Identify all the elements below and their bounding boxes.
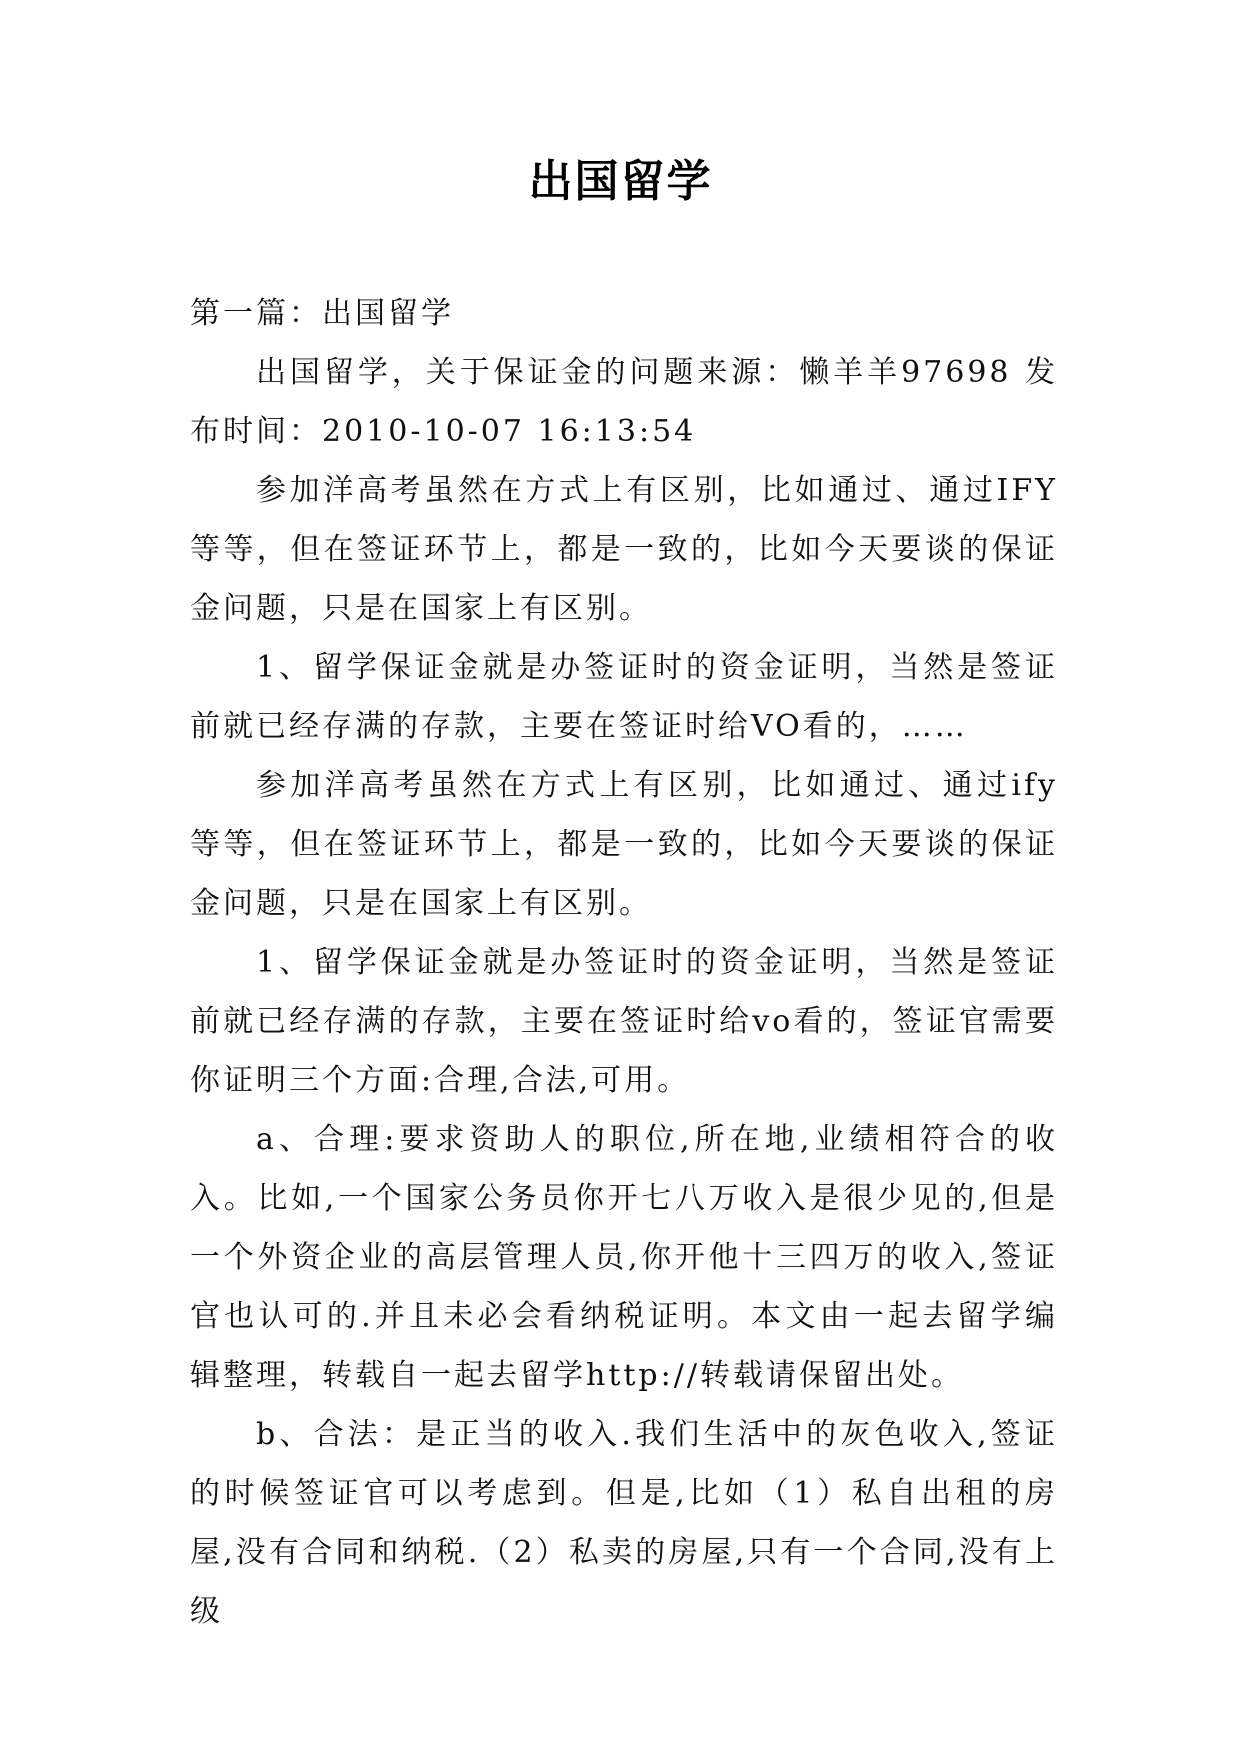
paragraph-source-info: 出国留学，关于保证金的问题来源：懒羊羊97698 发布时间：2010-10-07 16:13:54 <box>190 355 1058 449</box>
paragraph: a、合理:要求资助人的职位,所在地,业绩相符合的收入。比如,一个国家公务员你开七八万收入是很少见的,但是一个外资企业的高层管理人员,你开他十三四万的收入,签证官也认可的.并且未必会看纳税证明。本文由一起去留学编辑整理，转载自一起去留学http://转载请保留出处。 <box>190 1122 1058 1393</box>
paragraph: 1、留学保证金就是办签证时的资金证明，当然是签证前就已经存满的存款，主要在签证时给VO看的，…… <box>190 650 1058 744</box>
document-title: 出国留学 <box>528 156 713 207</box>
paragraph: b、合法：是正当的收入.我们生活中的灰色收入,签证的时候签证官可以考虑到。但是,比如（1）私自出租的房屋,没有合同和纳税.（2）私卖的房屋,只有一个合同,没有上级 <box>190 1417 1058 1629</box>
paragraph: 参加洋高考虽然在方式上有区别，比如通过、通过ify等等，但在签证环节上，都是一致的，比如今天要谈的保证金问题，只是在国家上有区别。 <box>190 768 1058 921</box>
section-heading: 第一篇：出国留学 <box>190 296 454 331</box>
paragraph: 1、留学保证金就是办签证时的资金证明，当然是签证前就已经存满的存款，主要在签证时给vo看的，签证官需要你证明三个方面:合理,合法,可用。 <box>190 945 1058 1098</box>
paragraph: 参加洋高考虽然在方式上有区别，比如通过、通过IFY等等，但在签证环节上，都是一致的，比如今天要谈的保证金问题，只是在国家上有区别。 <box>190 473 1058 626</box>
document-body <box>190 284 1058 1641</box>
